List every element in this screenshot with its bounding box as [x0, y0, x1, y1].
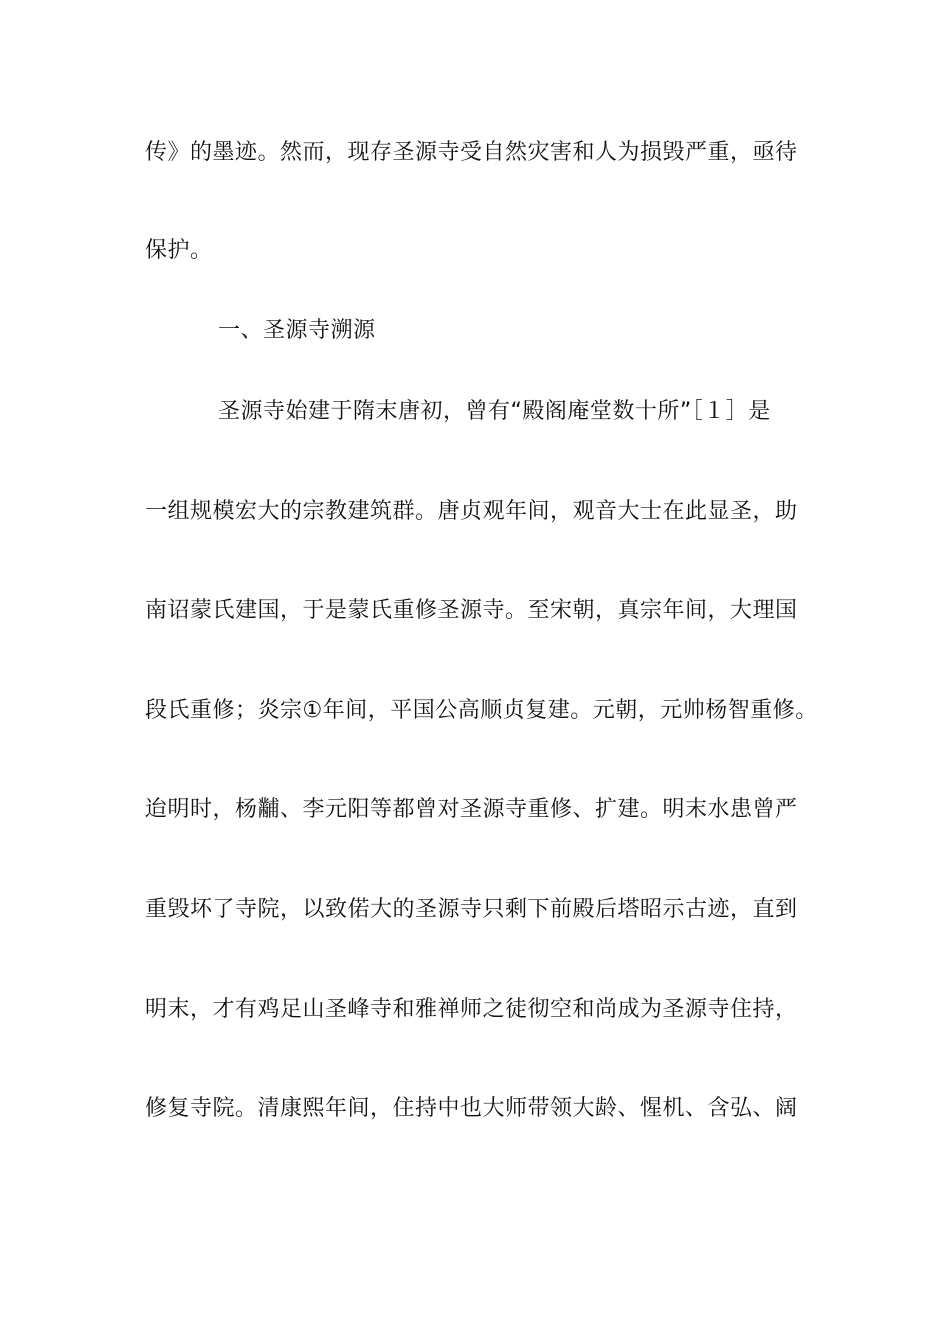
text-line-2: 保护。 [145, 238, 213, 263]
text-line-9: 明末，才有鸡足山圣峰寺和雅禅师之徒彻空和尚成为圣源寺住持， [145, 997, 798, 1022]
text-line-7: 迨明时，杨黼、李元阳等都曾对圣源寺重修、扩建。明末水患曾严 [145, 797, 798, 822]
text-line-6: 段氏重修；炎宗①年间，平国公高顺贞复建。元朝，元帅杨智重修。 [145, 698, 818, 723]
section-heading: 一、圣源寺溯源 [218, 318, 376, 343]
text-line-1: 传》的墨迹。然而，现存圣源寺受自然灾害和人为损毁严重，亟待 [145, 140, 798, 165]
text-line-4: 一组规模宏大的宗教建筑群。唐贞观年间，观音大士在此显圣，助 [145, 499, 798, 524]
text-line-5: 南诏蒙氏建国，于是蒙氏重修圣源寺。至宋朝，真宗年间，大理国 [145, 598, 798, 623]
text-line-8: 重毁坏了寺院，以致偌大的圣源寺只剩下前殿后塔昭示古迹，直到 [145, 897, 798, 922]
text-line-3: 圣源寺始建于隋末唐初，曾有“殿阁庵堂数十所”［１］是 [218, 399, 771, 424]
text-line-10: 修复寺院。清康熙年间，住持中也大师带领大龄、惺机、含弘、阔 [145, 1096, 798, 1121]
